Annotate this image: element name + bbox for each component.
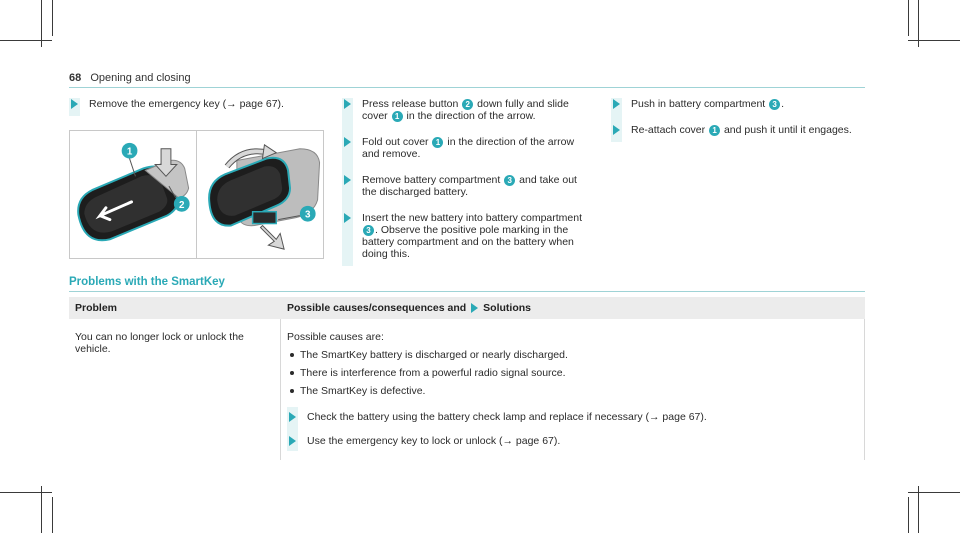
smartkey-slide-cover-illustration bbox=[70, 131, 196, 258]
column-2 bbox=[342, 98, 592, 274]
list-item: The SmartKey battery is discharged or nearly discharged. bbox=[287, 349, 858, 361]
problem-cell: You can no longer lock or unlock the vehicle. bbox=[69, 319, 281, 460]
solution-step: Check the battery using the battery check lamp and replace if necessary (→ page 67). bbox=[287, 411, 858, 423]
page-header bbox=[69, 72, 191, 84]
solution-arrow-icon bbox=[471, 303, 478, 313]
svg-text:3: 3 bbox=[305, 209, 311, 221]
column-3 bbox=[611, 98, 861, 150]
step-arrow-icon bbox=[344, 137, 351, 147]
step-reattach-cover: Re-attach cover 1 and push it until it engages. bbox=[611, 124, 861, 136]
callout-badge: 3 bbox=[769, 99, 780, 110]
page-link[interactable]: page 67). bbox=[236, 98, 284, 110]
step-push-in-compartment: Push in battery compartment 3 . bbox=[611, 98, 861, 110]
causes-intro: Possible causes are: bbox=[287, 331, 384, 343]
step-remove-emergency-key: Remove the emergency key (→ page 67). bbox=[69, 98, 324, 110]
crop-mark bbox=[52, 497, 53, 533]
crop-mark bbox=[908, 497, 909, 533]
svg-text:1: 1 bbox=[126, 146, 133, 158]
callout-badge: 1 bbox=[432, 137, 443, 148]
step-remove-battery-compartment: Remove battery compartment 3 and take out the discharged battery. bbox=[342, 174, 592, 198]
crop-mark bbox=[41, 486, 42, 533]
callout-badge: 2 bbox=[462, 99, 473, 110]
table-header bbox=[69, 297, 865, 319]
page-number: 68 bbox=[69, 72, 82, 84]
callout-badge: 1 bbox=[709, 125, 720, 136]
step-arrow-icon bbox=[344, 99, 351, 109]
key-battery-figure bbox=[69, 130, 324, 259]
callout-badge: 3 bbox=[504, 175, 515, 186]
svg-text:2: 2 bbox=[178, 199, 185, 211]
crop-mark bbox=[0, 492, 52, 493]
figure-pane-1 bbox=[70, 131, 196, 258]
crop-mark bbox=[908, 0, 909, 36]
step-arrow-icon bbox=[613, 125, 620, 135]
column-header-problem: Problem bbox=[75, 302, 118, 314]
step-arrow-icon bbox=[344, 175, 351, 185]
step-arrow-icon bbox=[289, 436, 296, 446]
crop-mark bbox=[918, 486, 919, 533]
figure-pane-2 bbox=[196, 131, 323, 258]
solution-step: Use the emergency key to lock or unlock (→ page 67). bbox=[287, 435, 858, 447]
header-rule bbox=[69, 87, 865, 88]
step-list bbox=[611, 98, 861, 136]
step-list bbox=[342, 98, 592, 260]
column-1 bbox=[69, 98, 324, 124]
causes-list bbox=[287, 349, 858, 397]
solution-cell bbox=[281, 319, 865, 460]
list-item: There is interference from a powerful radio signal source. bbox=[287, 367, 858, 379]
problems-table bbox=[69, 297, 865, 460]
step-press-release-button: Press release button 2 down fully and slide cover 1 in the direction of the arrow. bbox=[342, 98, 592, 122]
column-header-solutions: Possible causes/consequences and Solutions bbox=[287, 302, 532, 314]
table-row bbox=[69, 319, 865, 460]
step-arrow-icon bbox=[344, 213, 351, 223]
callout-badge: 3 bbox=[363, 225, 374, 236]
step-list bbox=[69, 98, 324, 110]
solution-steps bbox=[287, 411, 858, 447]
list-item: The SmartKey is defective. bbox=[287, 385, 858, 397]
arrow-ref-icon: → bbox=[226, 98, 237, 110]
section-rule bbox=[69, 291, 865, 292]
step-fold-out-cover: Fold out cover 1 in the direction of the arrow and remove. bbox=[342, 136, 592, 160]
step-arrow-icon bbox=[289, 412, 296, 422]
step-arrow-icon bbox=[613, 99, 620, 109]
step-insert-new-battery: Insert the new battery into battery compartment 3 . Observe the positive pole marking in the battery compartment and on the battery when doing this. bbox=[342, 212, 592, 260]
section-title: Problems with the SmartKey bbox=[69, 276, 225, 288]
smartkey-battery-compartment-illustration bbox=[197, 131, 323, 258]
crop-mark bbox=[0, 40, 52, 41]
step-arrow-icon bbox=[71, 99, 78, 109]
callout-badge: 1 bbox=[392, 111, 403, 122]
crop-mark bbox=[52, 0, 53, 36]
crop-mark bbox=[908, 40, 960, 41]
section-name: Opening and closing bbox=[90, 72, 191, 84]
crop-mark bbox=[908, 492, 960, 493]
